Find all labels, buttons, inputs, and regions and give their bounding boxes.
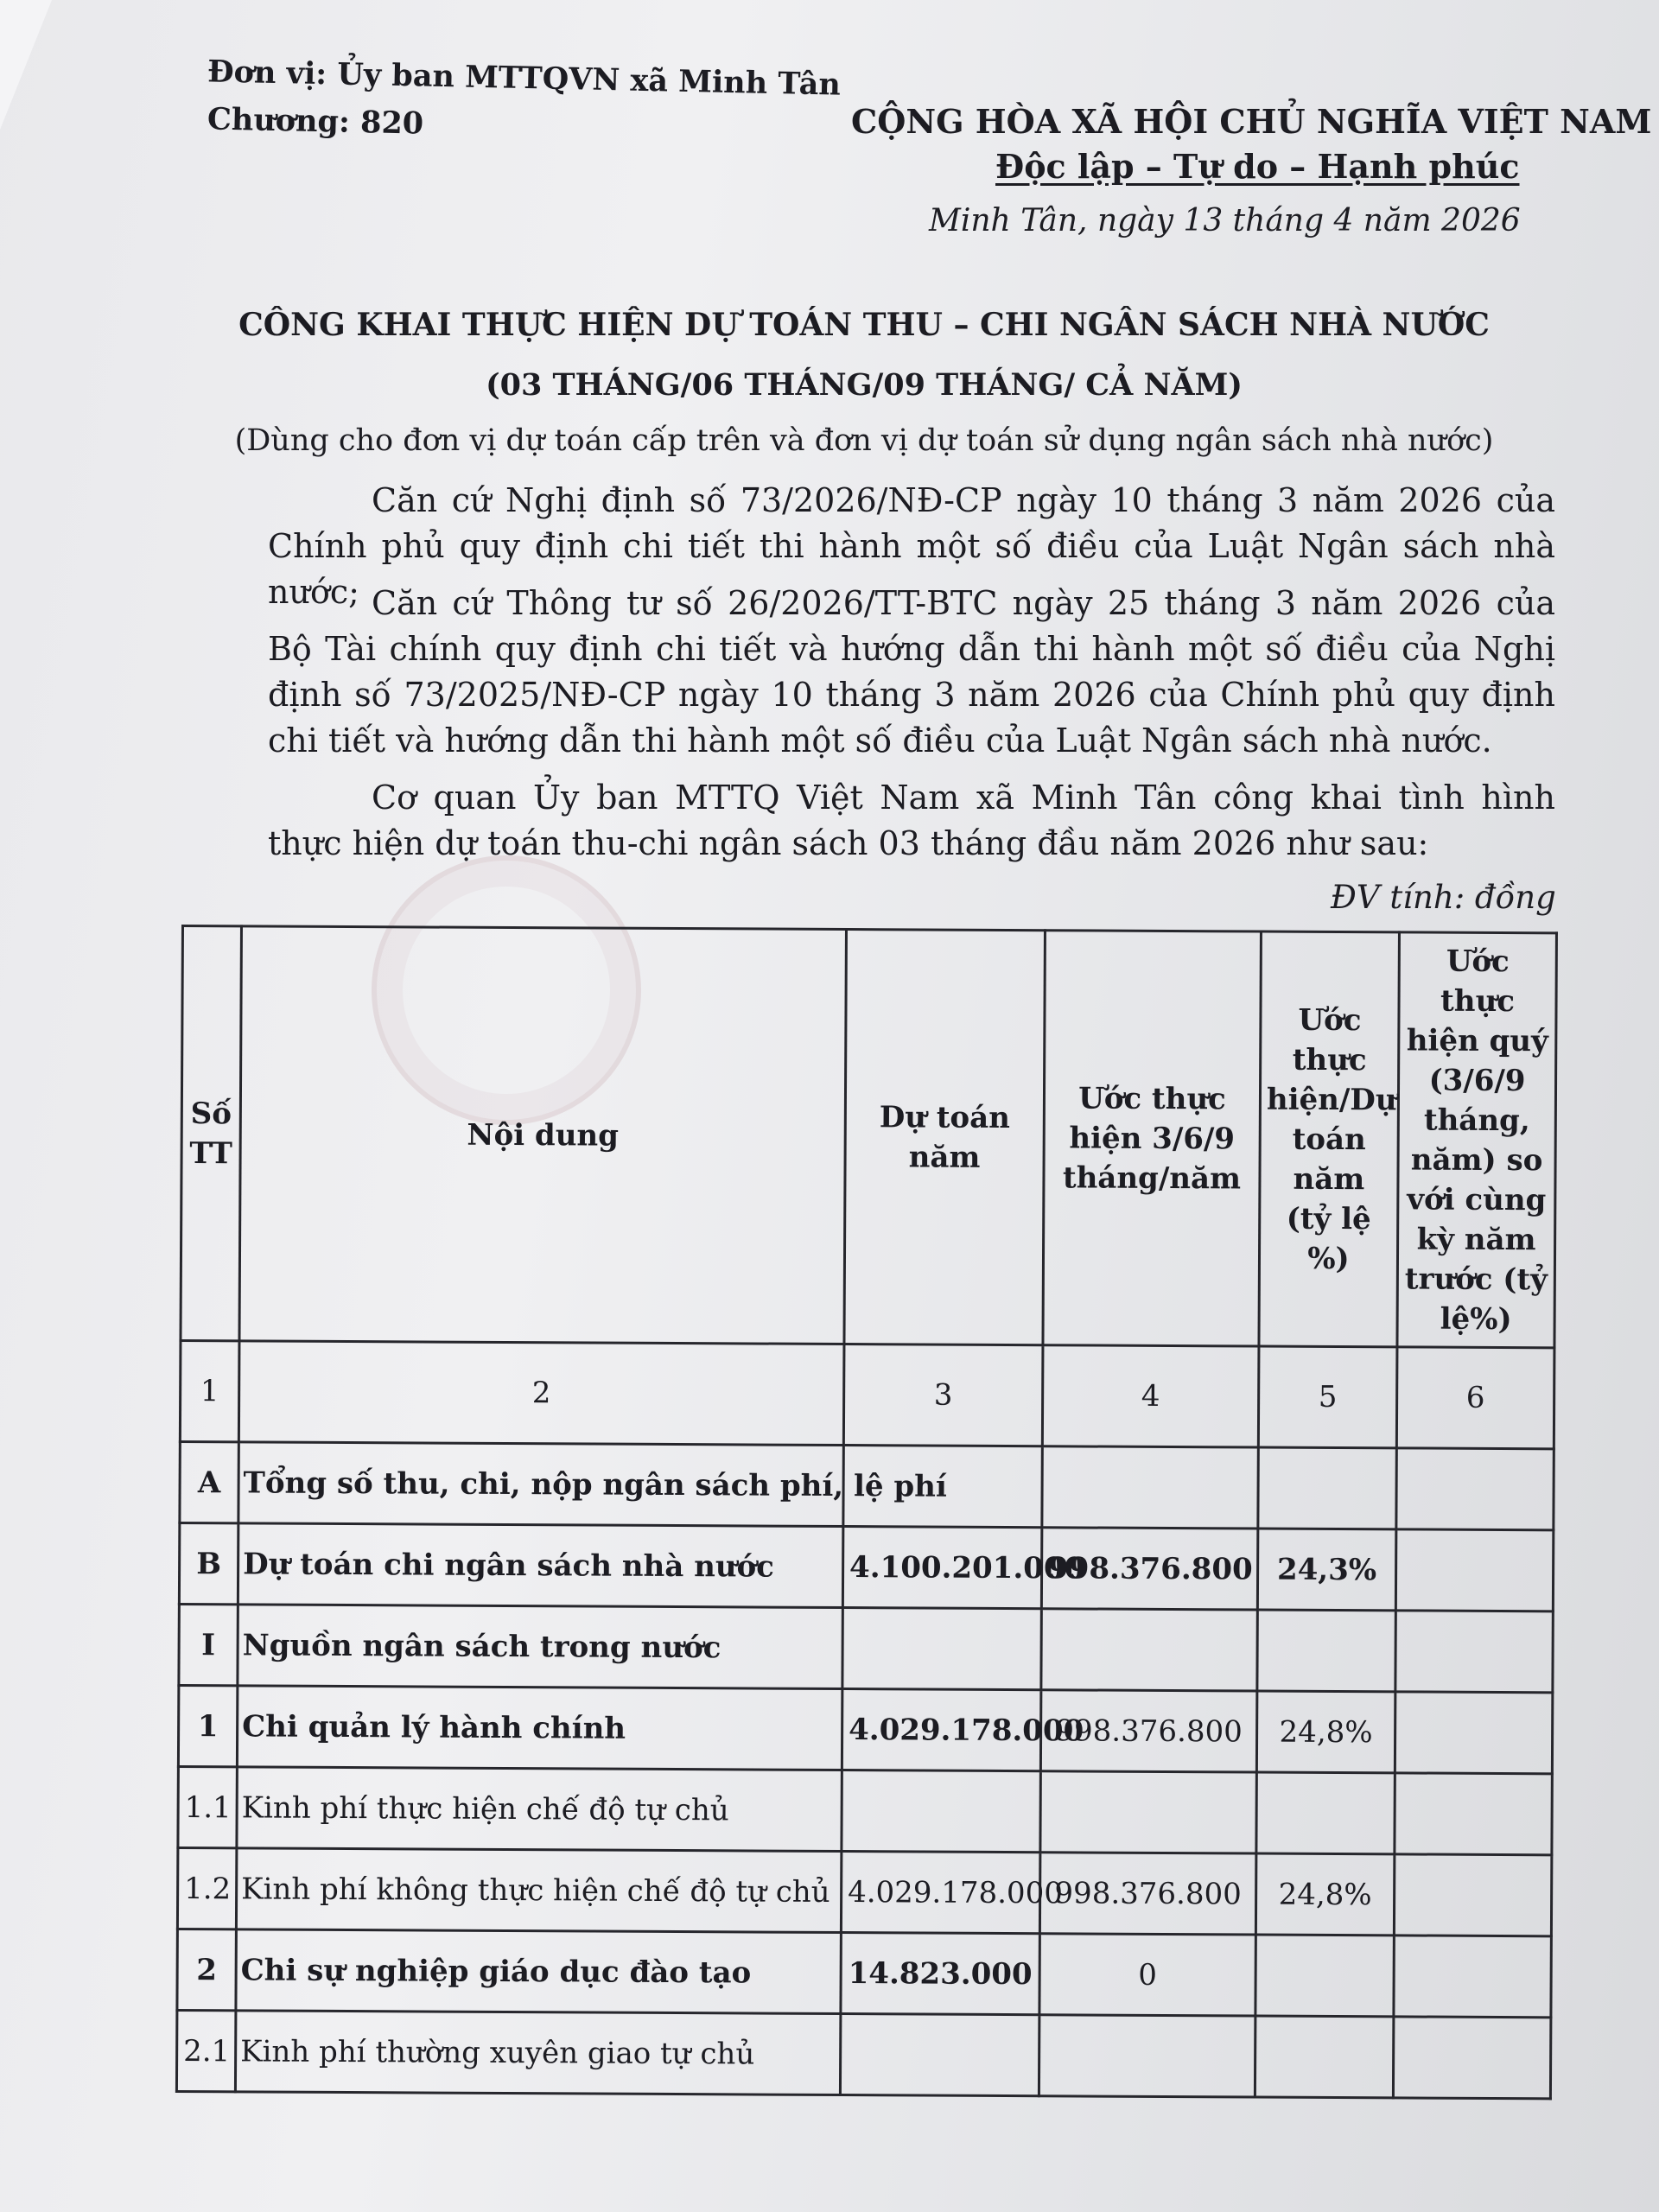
column-number: 1 — [180, 1341, 239, 1442]
folded-corner — [0, 0, 52, 130]
row-ratio — [1256, 1772, 1395, 1854]
row-stt: 1.1 — [178, 1766, 237, 1847]
column-number: 3 — [843, 1344, 1043, 1446]
row-content: Kinh phí thực hiện chế độ tự chủ — [237, 1767, 842, 1852]
row-ratio — [1255, 1935, 1394, 2017]
row-ratio: 24,8% — [1256, 1691, 1395, 1773]
dateline: Minh Tân, ngày 13 tháng 4 năm 2026 — [929, 203, 1521, 238]
header-ratio: Ước thực hiện/Dự toán năm (tỷ lệ %) — [1259, 931, 1400, 1347]
row-estimate: 0 — [1039, 1934, 1255, 2016]
table-row — [178, 1685, 1552, 1773]
row-content: Chi quản lý hành chính — [237, 1686, 842, 1770]
header-yoy: Ước thực hiện quý (3/6/9 tháng, năm) so với cùng kỳ năm trước (tỷ lệ%) — [1397, 932, 1557, 1348]
column-number: 2 — [238, 1341, 844, 1446]
row-yoy — [1394, 1854, 1551, 1936]
table-row — [177, 1847, 1551, 1936]
document-period: (03 THÁNG/06 THÁNG/09 THÁNG/ CẢ NĂM) — [486, 367, 1243, 403]
document-note: (Dùng cho đơn vị dự toán cấp trên và đơn vị dự toán sử dụng ngân sách nhà nước) — [234, 423, 1494, 458]
national-title: CỘNG HÒA XÃ HỘI CHỦ NGHĨA VIỆT NAM — [851, 102, 1652, 141]
table-row — [177, 1929, 1551, 2017]
row-content: Nguồn ngân sách trong nước — [238, 1605, 842, 1689]
row-estimate: 998.376.800 — [1040, 1690, 1256, 1772]
row-estimate — [1041, 1609, 1257, 1691]
currency-unit-note: ĐV tính: đồng — [1331, 879, 1556, 916]
intro-paragraph: Cơ quan Ủy ban MTTQ Việt Nam xã Minh Tân công khai tình hình thực hiện dự toán thu-chi ngân sách 03 tháng đầu năm 2026 như sau: — [268, 779, 1555, 862]
row-stt: B — [179, 1522, 238, 1604]
document-title: CÔNG KHAI THỰC HIỆN DỰ TOÁN THU – CHI NGÂN SÁCH NHÀ NƯỚC — [238, 307, 1490, 343]
legal-basis-circular: Căn cứ Thông tư số 26/2026/TT-BTC ngày 25 tháng 3 năm 2026 của Bộ Tài chính quy định chi tiết và hướng dẫn thi hành một số điều của Nghị định số 73/2025/NĐ-CP ngày 10 tháng 3 năm 2026 của Chính phủ quy định chi tiết và hướng dẫn thi hành một số điều của Luật Ngân sách nhà nước. — [268, 584, 1555, 760]
row-budget: 4.029.178.000 — [842, 1689, 1040, 1771]
column-number: 5 — [1258, 1346, 1397, 1448]
row-budget — [840, 2014, 1039, 2096]
row-content: Kinh phí thường xuyên giao tự chủ — [235, 2011, 840, 2095]
row-ratio — [1258, 1447, 1396, 1529]
row-budget — [842, 1608, 1041, 1690]
row-estimate: 998.376.800 — [1039, 1853, 1255, 1935]
table-row — [179, 1522, 1553, 1611]
row-stt: A — [180, 1441, 238, 1522]
row-stt: I — [179, 1604, 238, 1685]
row-yoy — [1393, 2017, 1550, 2099]
row-ratio — [1255, 2016, 1393, 2098]
row-stt: 2 — [177, 1929, 236, 2010]
column-number: 4 — [1042, 1345, 1259, 1447]
row-content: Dự toán chi ngân sách nhà nước — [238, 1523, 842, 1608]
chapter-code: Chương: 820 — [207, 101, 424, 142]
header-content: Nội dung — [239, 926, 847, 1344]
table-row — [180, 1441, 1554, 1529]
national-motto: Độc lập – Tự do – Hạnh phúc — [995, 147, 1520, 186]
row-content: Kinh phí không thực hiện chế độ tự chủ — [236, 1848, 841, 1933]
unit-name: Đơn vị: Ủy ban MTTQVN xã Minh Tân — [207, 54, 842, 103]
header-stt: Số TT — [181, 926, 242, 1341]
row-content: Tổng số thu, chi, nộp ngân sách phí, lệ phí — [238, 1442, 843, 1527]
row-yoy — [1395, 1611, 1553, 1693]
row-estimate — [1042, 1446, 1258, 1529]
row-estimate — [1039, 2015, 1255, 2097]
row-yoy — [1395, 1692, 1552, 1774]
budget-table — [175, 925, 1558, 2100]
row-budget — [842, 1770, 1040, 1853]
header-estimate: Ước thực hiện 3/6/9 tháng/năm — [1043, 931, 1262, 1346]
row-yoy — [1395, 1529, 1553, 1611]
row-estimate: 998.376.800 — [1041, 1528, 1257, 1610]
table-row — [179, 1604, 1553, 1692]
row-ratio — [1257, 1610, 1395, 1692]
row-yoy — [1395, 1773, 1552, 1855]
row-ratio: 24,3% — [1257, 1529, 1395, 1611]
row-budget: 14.823.000 — [841, 1933, 1039, 2015]
row-budget: 4.029.178.000 — [841, 1852, 1039, 1934]
table-row — [176, 2010, 1550, 2098]
column-number: 6 — [1396, 1347, 1554, 1449]
row-yoy — [1394, 1936, 1551, 2018]
header-budget: Dự toán năm — [844, 930, 1046, 1345]
row-stt: 2.1 — [176, 2010, 235, 2091]
row-stt: 1 — [178, 1685, 237, 1766]
row-stt: 1.2 — [177, 1847, 236, 1929]
row-estimate — [1040, 1771, 1256, 1853]
row-ratio: 24,8% — [1255, 1853, 1394, 1936]
table-row — [178, 1766, 1552, 1854]
row-budget: 4.100.201.000 — [842, 1527, 1041, 1609]
row-content: Chi sự nghiệp giáo dục đào tạo — [236, 1929, 841, 2014]
row-yoy — [1396, 1448, 1554, 1530]
legal-basis-decree: Căn cứ Nghị định số 73/2026/NĐ-CP ngày 10 tháng 3 năm 2026 của Chính phủ quy định chi tiết thi hành một số điều của Luật Ngân sách nhà nước; — [268, 481, 1555, 611]
